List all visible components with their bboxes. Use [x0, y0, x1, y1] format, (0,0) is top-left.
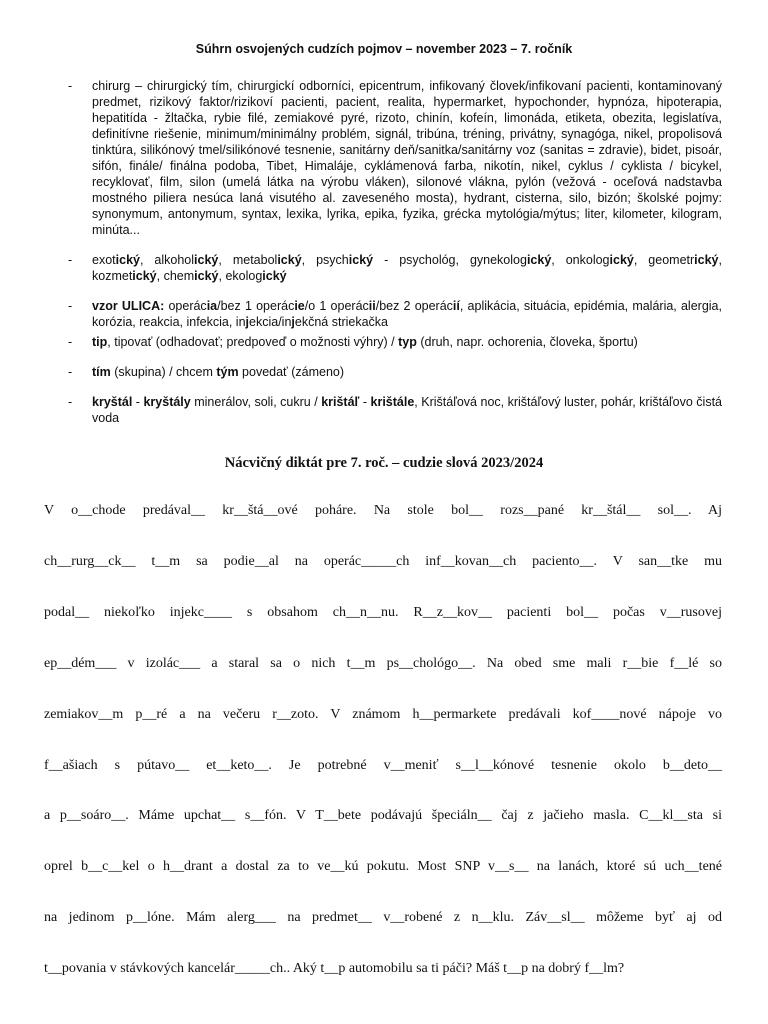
term-text: , chem — [156, 269, 195, 283]
dictation-line: zemiakov__m p__ré a na večeru r__zoto. V známom h__permarkete predávali kof____nové nápoje vo — [44, 706, 722, 722]
term-emphasis: ický — [348, 253, 374, 267]
bullet-dash: - — [68, 365, 73, 379]
term-text: , aplikácia, situácia, epidémia, malária, alergia, korózia, reakcia, infekcia, in — [92, 299, 722, 329]
dictation-line: oprel b__c__kel o h__drant a dostal za to ve__kú pokutu. Most SNP v__s__ na lanách, ktoré sú uch__tené — [44, 859, 722, 875]
term-emphasis: tip — [92, 335, 108, 349]
bullet-dash: - — [68, 335, 73, 349]
term-text: minerálov, soli, cukru / — [190, 395, 322, 409]
term-text: /bez 1 operác — [217, 299, 295, 313]
term-text: povedať (zámeno) — [238, 365, 345, 379]
term-text: ekčná striekačka — [294, 315, 389, 329]
term-text: operác — [164, 299, 207, 313]
term-text: ekcia/in — [249, 315, 292, 329]
dictation-line: podal__ niekoľko injekc____ s obsahom ch__n__nu. R__z__kov__ pacienti bol__ počas v__rusovej — [44, 604, 722, 620]
bullet-dash: - — [68, 299, 73, 313]
term-text: , tipovať (odhadovať; predpoveď o možnosti výhry) / — [107, 335, 399, 349]
term-text: (skupina) / chcem — [110, 365, 217, 379]
dictation-title: Nácvičný diktát pre 7. roč. – cudzie slová 2023/2024 — [224, 455, 544, 471]
dictation-line: a p__soáro__. Máme upchat__ s__fón. V T__bete podávajú špeciáln__ čaj z jačieho masla. C__kl__sta si — [44, 808, 722, 824]
term-emphasis: j — [291, 315, 295, 329]
dictation-line: f__ašiach s pútavo__ et__keto__. Je potrebné v__meniť s__l__kónové tesnenie okolo b__deto__ — [44, 757, 722, 773]
term-text: , psych — [301, 253, 349, 267]
term-text: , alkohol — [139, 253, 195, 267]
dictation-line: V o__chode predával__ kr__štá__ové poháre. Na stole bol__ rozs__pané kr__štál__ sol__. Aj — [44, 503, 722, 518]
bullet-dash: - — [68, 253, 73, 267]
term-item — [68, 298, 722, 330]
term-text: (druh, napr. ochorenia, človeka, športu) — [416, 335, 638, 349]
term-text: , onkolog — [551, 253, 610, 267]
term-emphasis: tým — [216, 365, 239, 379]
term-item — [68, 252, 722, 284]
term-text: exot — [92, 253, 116, 267]
term-emphasis: krištále — [370, 395, 415, 409]
term-emphasis: vzor ULICA: — [92, 299, 165, 313]
term-emphasis: krištáľ — [321, 395, 360, 409]
term-emphasis: ický — [526, 253, 552, 267]
bullet-dash: - — [68, 395, 73, 409]
term-text: , geometr — [633, 253, 695, 267]
term-emphasis: ia — [206, 299, 218, 313]
term-text: , metabol — [218, 253, 278, 267]
document-title: Súhrn osvojených cudzích pojmov – november 2023 – 7. ročník — [195, 42, 573, 56]
term-emphasis: typ — [398, 335, 417, 349]
term-emphasis: ický — [115, 253, 140, 267]
term-item — [68, 394, 722, 426]
term-item — [68, 364, 722, 380]
term-text: , Krištáľová noc, krištáľový luster, pohár, krištáľovo čistá voda — [92, 395, 723, 425]
terms-list — [68, 78, 722, 440]
term-emphasis: kryštály — [143, 395, 191, 409]
dictation-line: na jedinom p__lóne. Mám alerg___ na predmet__ v__robené z n__klu. Záv__sl__ môžeme byť aj od — [44, 910, 722, 926]
bullet-dash: - — [68, 79, 73, 93]
term-text: , kozmet — [92, 253, 722, 283]
term-emphasis: j — [245, 315, 250, 329]
term-emphasis: ie — [294, 299, 305, 313]
term-emphasis: ií — [452, 299, 460, 313]
term-text: chirurg – chirurgický tím, chirurgickí odborníci, epicentrum, infikovaný človek/infikovaní pacienti, kontaminovaný predmet, rizikový faktor/rizikoví pacienti, pacient, realita, hypermarket, hypochonder, hypnóza, hipoterapia, hepatitída - žltačka, rybie filé, zemiakové pyré, rizoto, chinín, kofeín, limonáda, etiketa, obezita, legislatíva, definitívne riešenie, minimum/minimálny problém, signál, tribúna, tréning, privátny, synagóga, nikel, propolisová tinktúra, silikónový tmel/silikónové tesnenie, sanitárny deň/sanitka/sanitárny voz (sanitas = zdravie), bidet, pisoár, sifón, finále/ finálna podoba, Tibet, Himaláje, cyklámenová farba, nikotín, nikel, cyklus / cyklista / bicykel, recyklovať, film, silon (umelá látka na výrobu vláken), silonové vlákna, pylón (vežová - oceľová nadstavba mostného piliera nesúca laná visutého al. zaveseného mosta), hydrant, cisterna, silo, bizón; školské pojmy: synonymum, antonymum, syntax, lexika, lyrika, epika, fyzika, grécka mytológia/mýtus; liter, kilometer, kilogram, minúta... — [92, 79, 722, 237]
term-emphasis: ický — [132, 269, 157, 283]
term-item — [68, 334, 722, 350]
term-emphasis: ický — [262, 269, 287, 283]
term-emphasis: ický — [194, 253, 219, 267]
term-item — [68, 78, 722, 238]
term-emphasis: ický — [277, 253, 302, 267]
term-text: - — [359, 395, 371, 409]
term-emphasis: kryštál — [92, 395, 133, 409]
term-text: , ekolog — [218, 269, 263, 283]
term-emphasis: ii — [368, 299, 376, 313]
term-emphasis: ický — [694, 253, 719, 267]
dictation-line: t__povania v stávkových kancelár_____ch.. Aký t__p automobilu sa ti páči? Máš t__p na dobrý f__lm? — [44, 961, 625, 977]
term-emphasis: ický — [609, 253, 634, 267]
term-text: - psychológ, gynekolog — [373, 253, 527, 267]
dictation-line: ep__dém___ v izolác___ a staral sa o nich t__m ps__chológo__. Na obed sme mali r__bie f__lé so — [44, 655, 722, 671]
term-text: /bez 2 operác — [375, 299, 453, 313]
term-text: - — [132, 395, 144, 409]
dictation-line: ch__rurg__ck__ t__m sa podie__al na operác_____ch inf__kovan__ch paciento__. V san__tke mu — [44, 553, 722, 569]
term-emphasis: tím — [92, 365, 111, 379]
term-text: /o 1 operác — [304, 299, 369, 313]
term-emphasis: ický — [194, 269, 219, 283]
